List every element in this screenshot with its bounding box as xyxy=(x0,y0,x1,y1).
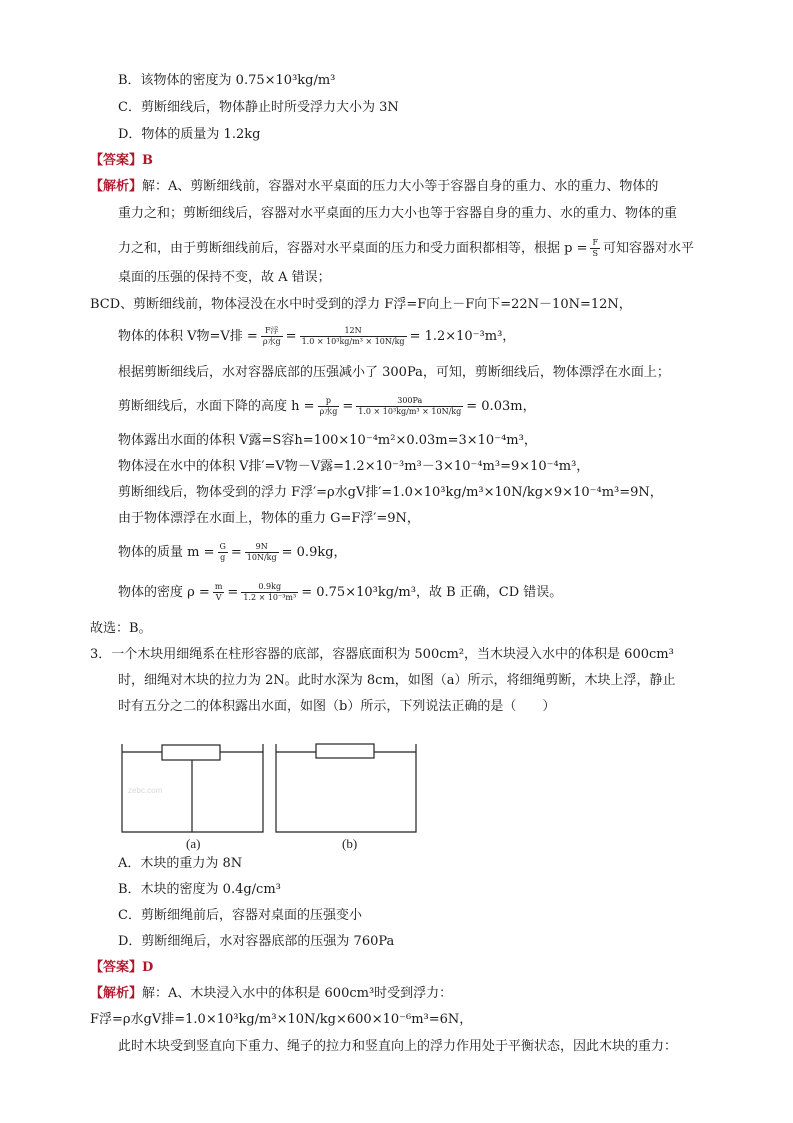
fraction xyxy=(318,396,340,417)
q3-option-a: A．木块的重力为 8N xyxy=(118,856,243,871)
q3-analysis-line-3: 此时木块受到竖直向下重力、绳子的拉力和竖直向上的浮力作用处于平衡状态，因此木块的重力： xyxy=(118,1039,678,1054)
fraction-denominator: 10N/kg xyxy=(246,553,277,562)
fraction xyxy=(356,396,463,417)
fraction-denominator: 1.0 × 10³kg/m³ × 10N/kg xyxy=(301,337,405,346)
fraction xyxy=(241,582,298,603)
fraction-numerator: F浮 xyxy=(261,326,283,337)
q3-option-d: D．剪断细绳后，水对容器底部的压强为 760Pa xyxy=(118,934,395,949)
q2-analysis-line-6 xyxy=(118,326,515,347)
q2-choice: 故选：B。 xyxy=(90,621,152,636)
analysis-text: 可知容器对水平 xyxy=(603,241,695,256)
q3-option-c: C．剪断细绳前后，容器对桌面的压强变小 xyxy=(118,908,362,923)
analysis-text: = 0.9kg， xyxy=(281,545,347,560)
container-b xyxy=(276,744,416,832)
q2-answer xyxy=(90,152,153,170)
fraction-numerator: p xyxy=(318,396,340,407)
analysis-tag: 【解析】 xyxy=(90,986,143,1001)
equals-sign: = xyxy=(230,545,242,560)
fraction-numerator: 9N xyxy=(245,542,279,553)
fraction xyxy=(300,326,407,347)
equals-sign: = xyxy=(285,329,297,344)
q2-analysis-line-5: BCD、剪断细线前，物体浸没在水中时受到的浮力 F浮=F向上－F向下=22N－10N=12N， xyxy=(90,297,632,312)
fraction-numerator: m xyxy=(214,582,223,591)
fraction xyxy=(261,326,283,347)
q2-analysis-line-11: 剪断细线后，物体受到的浮力 F浮′=ρ水gV排′=1.0×10³kg/m³×10N/kg×9×10⁻⁴m³=9N， xyxy=(118,485,663,500)
q2-analysis-line-7: 根据剪断细线后，水对容器底部的压强减小了 300Pa，可知，剪断细线后，物体漂浮在水面上； xyxy=(118,365,670,380)
analysis-text: = 1.2×10⁻³m³， xyxy=(409,329,516,344)
figure-label-a: (a) xyxy=(186,836,201,851)
analysis-text: 物体的质量 m = xyxy=(118,545,215,560)
analysis-text: 物体的密度 ρ = xyxy=(118,585,210,600)
fraction-numerator: F xyxy=(592,238,599,247)
fraction-denominator: g xyxy=(220,553,226,562)
q2-analysis-line-4: 桌面的压强的保持不变，故 A 错误； xyxy=(118,270,331,285)
q2-analysis-line-13 xyxy=(118,542,347,563)
figure-label-b: (b) xyxy=(342,836,358,851)
equals-sign: = xyxy=(227,585,239,600)
analysis-text: = 0.75×10³kg/m³，故 B 正确，CD 错误。 xyxy=(301,585,563,600)
fraction-denominator: S xyxy=(592,249,598,258)
q2-analysis-line-8 xyxy=(118,396,536,417)
fraction xyxy=(590,238,600,259)
q3-analysis-line-2: F浮=ρ水gV排=1.0×10³kg/m³×10N/kg×600×10⁻⁶m³=6N， xyxy=(90,1012,473,1027)
fraction-denominator: 1.0 × 10³kg/m³ × 10N/kg xyxy=(358,407,462,416)
q3-analysis-line-1 xyxy=(90,985,452,1003)
fraction-denominator: V xyxy=(215,593,222,602)
fraction xyxy=(213,582,225,603)
answer-value: B xyxy=(142,153,154,168)
fraction-numerator: 0.9kg xyxy=(241,582,298,593)
q2-option-d: D．物体的质量为 1.2kg xyxy=(118,127,261,142)
q2-analysis-line-3 xyxy=(118,238,694,259)
q2-analysis-line-9: 物体露出水面的体积 V露=S容h=100×10⁻⁴m²×0.03m=3×10⁻⁴m³， xyxy=(118,433,537,448)
fraction-denominator: ρ水g xyxy=(262,337,281,346)
fraction-denominator: 1.2 × 10⁻³m³ xyxy=(243,593,297,602)
q3-option-b: B．木块的密度为 0.4g/cm³ xyxy=(118,882,281,897)
analysis-text: = 0.03m， xyxy=(466,399,536,414)
q3-stem-line-2: 时，细绳对木块的拉力为 2N。此时水深为 8cm，如图（a）所示，将细绳剪断，木块上浮，静止 xyxy=(118,673,676,688)
analysis-text: 解：A、剪断细线前，容器对水平桌面的压力大小等于容器自身的重力、水的重力、物体的 xyxy=(142,179,659,194)
analysis-text: 剪断细线后，水面下降的高度 h = xyxy=(118,399,315,414)
q2-analysis-line-12: 由于物体漂浮在水面上，物体的重力 G=F浮′=9N， xyxy=(118,511,420,526)
q2-analysis-line-1 xyxy=(90,178,658,196)
watermark-text: zebc.com xyxy=(128,786,163,795)
q3-stem-line-3: 时有五分之二的体积露出水面，如图（b）所示，下列说法正确的是（ ） xyxy=(118,699,556,714)
fraction xyxy=(245,542,279,563)
equals-sign: = xyxy=(342,399,354,414)
answer-tag: 【答案】 xyxy=(90,960,143,975)
q3-answer xyxy=(90,959,153,977)
answer-value: D xyxy=(142,960,154,975)
q2-analysis-line-2: 重力之和；剪断细线后，容器对水平桌面的压力大小也等于容器自身的重力、水的重力、物体的重 xyxy=(118,206,678,221)
fraction-numerator: G xyxy=(219,542,226,551)
fraction xyxy=(218,542,228,563)
q2-analysis-line-10: 物体浸在水中的体积 V排′=V物－V露=1.2×10⁻³m³－3×10⁻⁴m³=9×10⁻⁴m³， xyxy=(118,459,590,474)
fraction-numerator: 12N xyxy=(300,326,407,337)
q3-stem-line-1: 3．一个木块用细绳系在柱形容器的底部，容器底面积为 500cm²，当木块浸入水中的体积是 600cm³ xyxy=(90,647,674,662)
fraction-numerator: 300Pa xyxy=(356,396,463,407)
answer-tag: 【答案】 xyxy=(90,153,143,168)
analysis-tag: 【解析】 xyxy=(90,179,143,194)
fraction-denominator: ρ水g xyxy=(319,407,338,416)
q2-option-c: C．剪断细线后，物体静止时所受浮力大小为 3N xyxy=(118,100,399,115)
q2-analysis-line-14 xyxy=(118,582,562,603)
analysis-text: 解：A、木块浸入水中的体积是 600cm³时受到浮力： xyxy=(142,986,453,1001)
container-figure xyxy=(118,740,423,855)
analysis-text: 物体的体积 V物=V排 = xyxy=(118,329,258,344)
q2-option-b: B．该物体的密度为 0.75×10³kg/m³ xyxy=(118,73,336,88)
analysis-text: 力之和，由于剪断细线前后，容器对水平桌面的压力和受力面积都相等，根据 p = xyxy=(118,241,588,256)
